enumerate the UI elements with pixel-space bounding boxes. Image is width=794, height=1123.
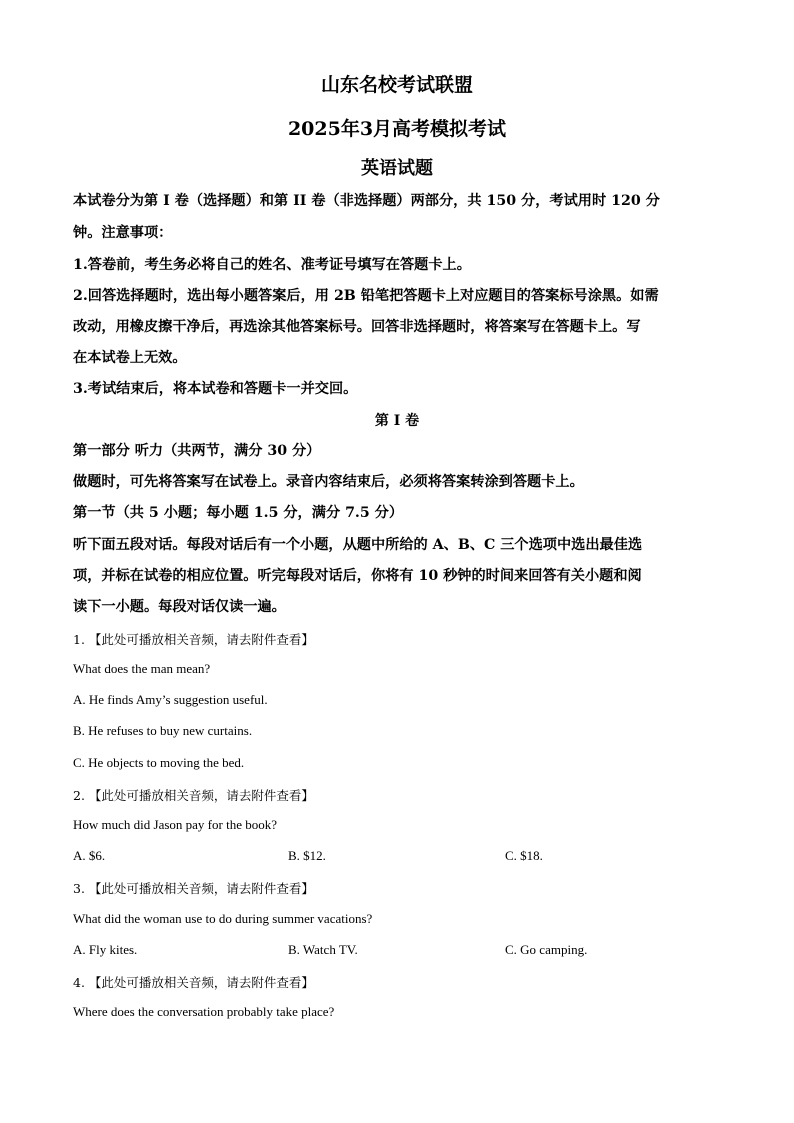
audio-link-q2[interactable]: 2. 【此处可播放相关音频，请去附件查看】	[73, 788, 314, 803]
intro-line-2: 钟。注意事项：	[73, 225, 173, 241]
exam-date-title: 2025年3月高考模拟考试	[287, 118, 507, 140]
question-stem-q2: How much did Jason pay for the book?	[73, 817, 277, 832]
note-2-line-2: 改动，用橡皮擦干净后，再选涂其他答案标号。回答非选择题时，将答案写在答题卡上。写	[73, 319, 641, 335]
section-1-title: 第一节（共 5 小题；每小题 1.5 分，满分 7.5 分）	[73, 505, 404, 521]
option-c-q2: C. $18.	[505, 848, 543, 863]
option-a-q1: A. He finds Amy’s suggestion useful.	[73, 692, 268, 707]
exam-alliance-title: 山东名校考试联盟	[320, 74, 473, 96]
part-1-title: 第一部分 听力（共两节，满分 30 分）	[73, 443, 321, 459]
option-a-q3: A. Fly kites.	[73, 942, 138, 957]
option-b-q1: B. He refuses to buy new curtains.	[73, 723, 253, 738]
note-1: 1.答卷前，考生务必将自己的姓名、准考证号填写在答题卡上。	[73, 257, 471, 273]
option-a-q2: A. $6.	[73, 848, 106, 863]
audio-link-q3[interactable]: 3. 【此处可播放相关音频，请去附件查看】	[73, 881, 314, 896]
audio-link-q4[interactable]: 4. 【此处可播放相关音频，请去附件查看】	[73, 975, 314, 990]
audio-link-q1[interactable]: 1. 【此处可播放相关音频，请去附件查看】	[73, 632, 314, 647]
question-stem-q1: What does the man mean?	[73, 661, 211, 676]
intro-line-1: 本试卷分为第 I 卷（选择题）和第 II 卷（非选择题）两部分，共 150 分，考试用时 120 分	[73, 193, 660, 209]
section-1-directions-line-1: 听下面五段对话。每段对话后有一个小题，从题中所给的 A、B、C 三个选项中选出最佳选	[73, 537, 643, 553]
part-1-instruction: 做题时，可先将答案写在试卷上。录音内容结束后，必须将答案转涂到答题卡上。	[73, 474, 584, 490]
option-c-q1: C. He objects to moving the bed.	[73, 755, 245, 770]
note-3: 3.考试结束后，将本试卷和答题卡一并交回。	[73, 381, 358, 397]
option-c-q3: C. Go camping.	[505, 942, 588, 957]
note-2-line-3: 在本试卷上无效。	[73, 350, 187, 366]
question-stem-q3: What did the woman use to do during summer vacations?	[73, 911, 373, 926]
subject-title: 英语试题	[361, 158, 433, 179]
section-1-directions-line-2: 项，并标在试卷的相应位置。听完每段对话后，你将有 10 秒钟的时间来回答有关小题和阅	[73, 568, 642, 584]
option-b-q3: B. Watch TV.	[288, 942, 358, 957]
note-2-line-1: 2.回答选择题时，选出每小题答案后，用 2B 铅笔把答题卡上对应题目的答案标号涂黑。如需	[73, 288, 659, 304]
option-b-q2: B. $12.	[288, 848, 326, 863]
section-1-directions-line-3: 读下一小题。每段对话仅读一遍。	[73, 599, 286, 615]
question-stem-q4: Where does the conversation probably take place?	[73, 1004, 335, 1019]
volume-heading: 第 I 卷	[374, 413, 420, 429]
